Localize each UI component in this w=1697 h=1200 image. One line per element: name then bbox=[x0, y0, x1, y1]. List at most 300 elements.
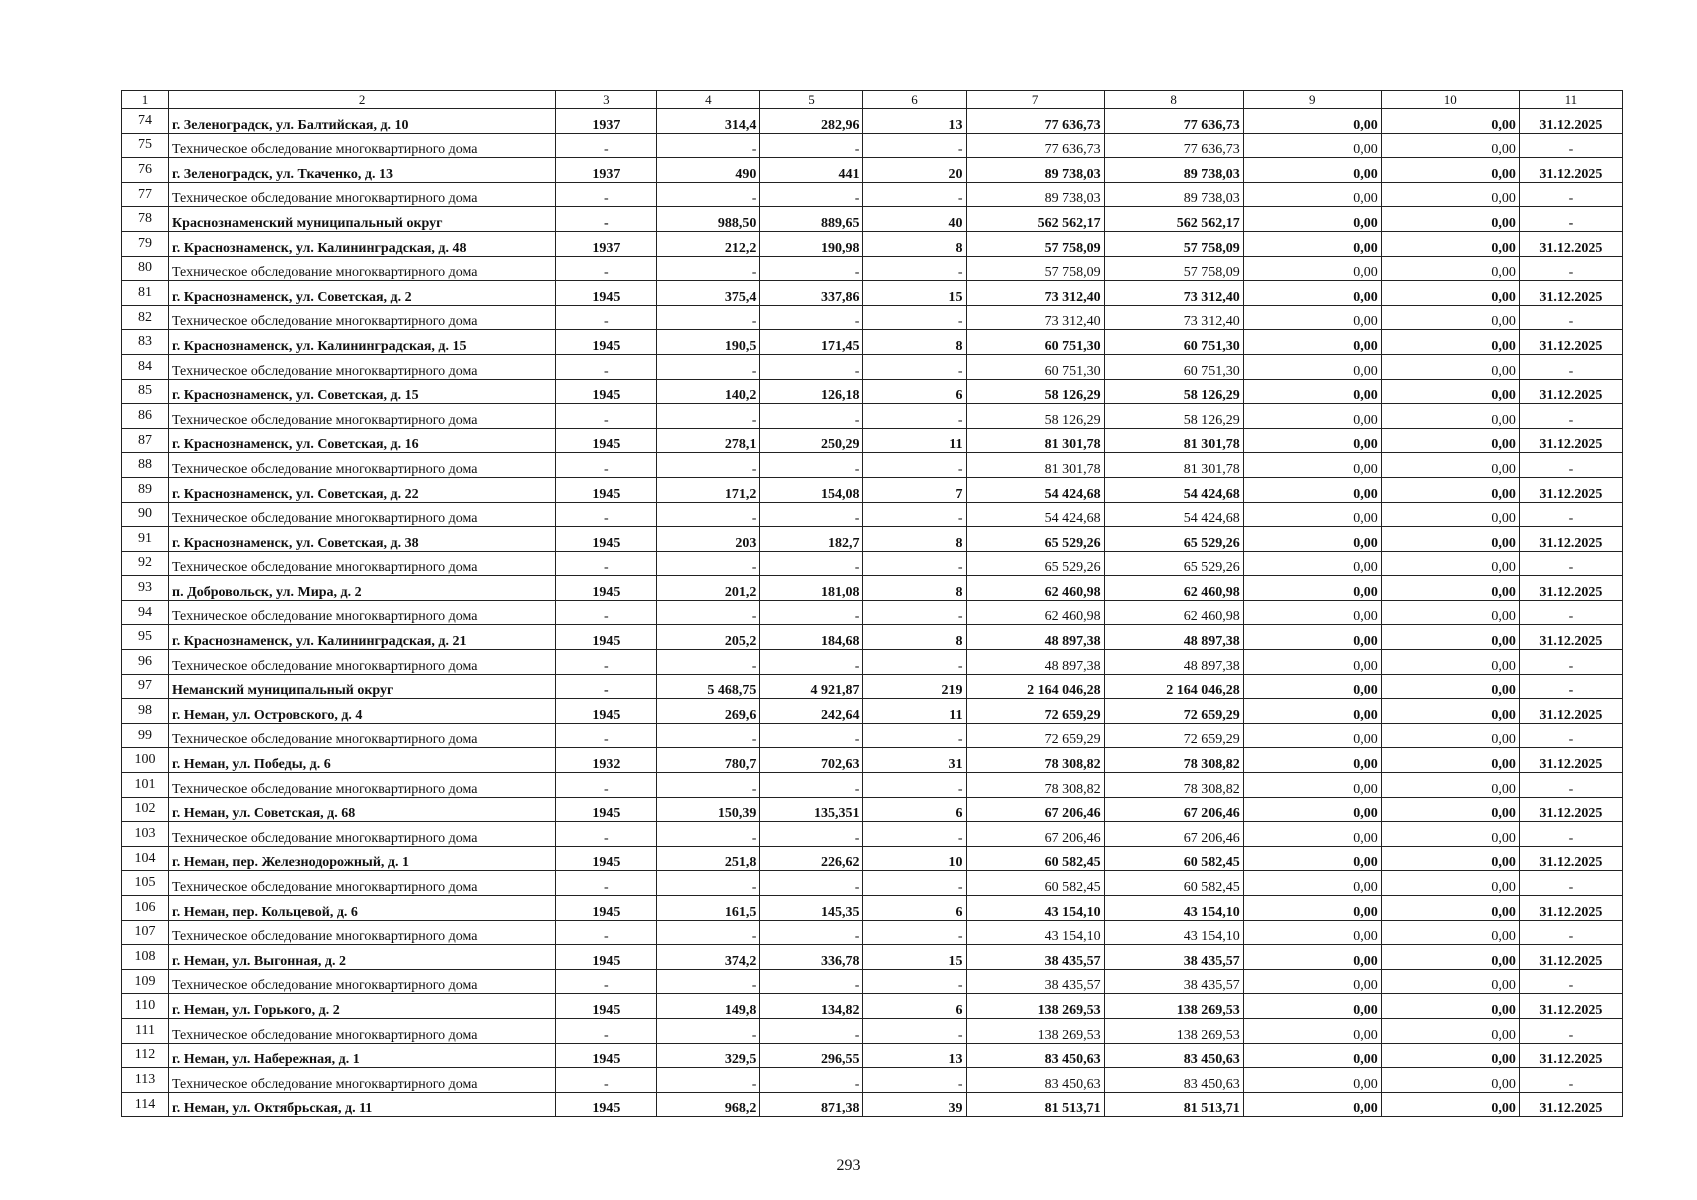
residents-cell: - bbox=[863, 920, 966, 945]
budget-cell: 0,00 bbox=[1243, 428, 1381, 453]
table-row bbox=[122, 354, 1623, 379]
object-name-cell: Техническое обследование многоквартирного дома bbox=[169, 404, 556, 429]
table-row bbox=[122, 330, 1623, 355]
year-cell: 1945 bbox=[556, 896, 657, 921]
table-row bbox=[122, 1043, 1623, 1068]
total-cost-cell: 58 126,29 bbox=[966, 379, 1104, 404]
year-cell: 1937 bbox=[556, 158, 657, 183]
budget-cell: 0,00 bbox=[1243, 896, 1381, 921]
fund-cost-cell: 38 435,57 bbox=[1104, 945, 1243, 970]
object-name-cell: г. Краснознаменск, ул. Советская, д. 38 bbox=[169, 527, 556, 552]
total-area-cell: - bbox=[657, 256, 760, 281]
other-funds-cell: 0,00 bbox=[1381, 625, 1519, 650]
budget-cell: 0,00 bbox=[1243, 773, 1381, 798]
row-number-cell: 88 bbox=[122, 453, 169, 478]
total-area-cell: 5 468,75 bbox=[657, 674, 760, 699]
living-area-cell: 889,65 bbox=[760, 207, 863, 232]
budget-cell: 0,00 bbox=[1243, 527, 1381, 552]
year-cell: - bbox=[556, 920, 657, 945]
other-funds-cell: 0,00 bbox=[1381, 281, 1519, 306]
table-body bbox=[122, 91, 1623, 1117]
other-funds-cell: 0,00 bbox=[1381, 354, 1519, 379]
object-name-cell: Техническое обследование многоквартирного дома bbox=[169, 920, 556, 945]
budget-cell: 0,00 bbox=[1243, 477, 1381, 502]
residents-cell: 11 bbox=[863, 699, 966, 724]
other-funds-cell: 0,00 bbox=[1381, 945, 1519, 970]
object-name-cell: г. Неман, пер. Кольцевой, д. 6 bbox=[169, 896, 556, 921]
fund-cost-cell: 67 206,46 bbox=[1104, 822, 1243, 847]
table-row bbox=[122, 404, 1623, 429]
object-name-cell: Техническое обследование многоквартирного дома bbox=[169, 871, 556, 896]
deadline-cell: - bbox=[1519, 256, 1622, 281]
table-row bbox=[122, 600, 1623, 625]
document-sheet bbox=[121, 90, 1623, 1117]
residents-cell: - bbox=[863, 551, 966, 576]
row-number-cell: 91 bbox=[122, 527, 169, 552]
fund-cost-cell: 72 659,29 bbox=[1104, 699, 1243, 724]
row-number-cell: 97 bbox=[122, 674, 169, 699]
budget-cell: 0,00 bbox=[1243, 969, 1381, 994]
table-row bbox=[122, 379, 1623, 404]
total-area-cell: - bbox=[657, 650, 760, 675]
total-area-cell: 375,4 bbox=[657, 281, 760, 306]
object-name-cell: Техническое обследование многоквартирного дома bbox=[169, 1068, 556, 1093]
living-area-cell: - bbox=[760, 1018, 863, 1043]
budget-cell: 0,00 bbox=[1243, 748, 1381, 773]
living-area-cell: 135,351 bbox=[760, 797, 863, 822]
residents-cell: - bbox=[863, 600, 966, 625]
budget-cell: 0,00 bbox=[1243, 453, 1381, 478]
living-area-cell: - bbox=[760, 600, 863, 625]
total-area-cell: - bbox=[657, 773, 760, 798]
object-name-cell: Техническое обследование многоквартирного дома bbox=[169, 822, 556, 847]
row-number-cell: 89 bbox=[122, 477, 169, 502]
total-cost-cell: 72 659,29 bbox=[966, 699, 1104, 724]
other-funds-cell: 0,00 bbox=[1381, 846, 1519, 871]
other-funds-cell: 0,00 bbox=[1381, 699, 1519, 724]
year-cell: - bbox=[556, 133, 657, 158]
budget-cell: 0,00 bbox=[1243, 182, 1381, 207]
living-area-cell: - bbox=[760, 723, 863, 748]
object-name-cell: Техническое обследование многоквартирного дома bbox=[169, 723, 556, 748]
living-area-cell: - bbox=[760, 871, 863, 896]
budget-cell: 0,00 bbox=[1243, 822, 1381, 847]
row-number-cell: 105 bbox=[122, 871, 169, 896]
living-area-cell: 250,29 bbox=[760, 428, 863, 453]
living-area-cell: - bbox=[760, 133, 863, 158]
other-funds-cell: 0,00 bbox=[1381, 650, 1519, 675]
fund-cost-cell: 78 308,82 bbox=[1104, 748, 1243, 773]
row-number-cell: 80 bbox=[122, 256, 169, 281]
row-number-cell: 112 bbox=[122, 1043, 169, 1068]
total-area-cell: - bbox=[657, 182, 760, 207]
total-cost-cell: 48 897,38 bbox=[966, 650, 1104, 675]
total-cost-cell: 77 636,73 bbox=[966, 109, 1104, 134]
residents-cell: - bbox=[863, 723, 966, 748]
object-name-cell: п. Добровольск, ул. Мира, д. 2 bbox=[169, 576, 556, 601]
total-cost-cell: 67 206,46 bbox=[966, 822, 1104, 847]
other-funds-cell: 0,00 bbox=[1381, 133, 1519, 158]
budget-cell: 0,00 bbox=[1243, 330, 1381, 355]
total-cost-cell: 43 154,10 bbox=[966, 896, 1104, 921]
other-funds-cell: 0,00 bbox=[1381, 477, 1519, 502]
residents-cell: 6 bbox=[863, 379, 966, 404]
other-funds-cell: 0,00 bbox=[1381, 379, 1519, 404]
fund-cost-cell: 2 164 046,28 bbox=[1104, 674, 1243, 699]
table-row bbox=[122, 133, 1623, 158]
row-number-cell: 85 bbox=[122, 379, 169, 404]
year-cell: - bbox=[556, 256, 657, 281]
budget-cell: 0,00 bbox=[1243, 945, 1381, 970]
object-name-cell: г. Неман, ул. Победы, д. 6 bbox=[169, 748, 556, 773]
deadline-cell: - bbox=[1519, 207, 1622, 232]
fund-cost-cell: 48 897,38 bbox=[1104, 625, 1243, 650]
residents-cell: - bbox=[863, 773, 966, 798]
residents-cell: - bbox=[863, 822, 966, 847]
object-name-cell: г. Неман, ул. Выгонная, д. 2 bbox=[169, 945, 556, 970]
year-cell: - bbox=[556, 207, 657, 232]
object-name-cell: г. Неман, ул. Горького, д. 2 bbox=[169, 994, 556, 1019]
living-area-cell: - bbox=[760, 773, 863, 798]
residents-cell: 15 bbox=[863, 945, 966, 970]
other-funds-cell: 0,00 bbox=[1381, 1092, 1519, 1117]
deadline-cell: - bbox=[1519, 871, 1622, 896]
year-cell: - bbox=[556, 969, 657, 994]
living-area-cell: 871,38 bbox=[760, 1092, 863, 1117]
residents-cell: 8 bbox=[863, 231, 966, 256]
living-area-cell: 336,78 bbox=[760, 945, 863, 970]
total-cost-cell: 73 312,40 bbox=[966, 305, 1104, 330]
row-number-cell: 103 bbox=[122, 822, 169, 847]
total-area-cell: 278,1 bbox=[657, 428, 760, 453]
budget-cell: 0,00 bbox=[1243, 600, 1381, 625]
residents-cell: 15 bbox=[863, 281, 966, 306]
total-area-cell: 150,39 bbox=[657, 797, 760, 822]
year-cell: 1932 bbox=[556, 748, 657, 773]
deadline-cell: - bbox=[1519, 354, 1622, 379]
row-number-cell: 77 bbox=[122, 182, 169, 207]
table-row bbox=[122, 281, 1623, 306]
deadline-cell: 31.12.2025 bbox=[1519, 330, 1622, 355]
living-area-cell: - bbox=[760, 453, 863, 478]
table-row bbox=[122, 109, 1623, 134]
budget-cell: 0,00 bbox=[1243, 1018, 1381, 1043]
deadline-cell: 31.12.2025 bbox=[1519, 428, 1622, 453]
other-funds-cell: 0,00 bbox=[1381, 600, 1519, 625]
row-number-cell: 100 bbox=[122, 748, 169, 773]
year-cell: - bbox=[556, 354, 657, 379]
other-funds-cell: 0,00 bbox=[1381, 920, 1519, 945]
total-cost-cell: 83 450,63 bbox=[966, 1068, 1104, 1093]
total-area-cell: - bbox=[657, 723, 760, 748]
table-row bbox=[122, 207, 1623, 232]
table-row bbox=[122, 797, 1623, 822]
total-area-cell: 161,5 bbox=[657, 896, 760, 921]
fund-cost-cell: 54 424,68 bbox=[1104, 502, 1243, 527]
other-funds-cell: 0,00 bbox=[1381, 256, 1519, 281]
object-name-cell: г. Неман, ул. Островского, д. 4 bbox=[169, 699, 556, 724]
deadline-cell: 31.12.2025 bbox=[1519, 576, 1622, 601]
residents-cell: 6 bbox=[863, 896, 966, 921]
deadline-cell: 31.12.2025 bbox=[1519, 797, 1622, 822]
object-name-cell: г. Зеленоградск, ул. Ткаченко, д. 13 bbox=[169, 158, 556, 183]
row-number-cell: 87 bbox=[122, 428, 169, 453]
budget-cell: 0,00 bbox=[1243, 502, 1381, 527]
object-name-cell: г. Зеленоградск, ул. Балтийская, д. 10 bbox=[169, 109, 556, 134]
deadline-cell: 31.12.2025 bbox=[1519, 1092, 1622, 1117]
residents-cell: 31 bbox=[863, 748, 966, 773]
residents-cell: - bbox=[863, 182, 966, 207]
total-cost-cell: 65 529,26 bbox=[966, 551, 1104, 576]
budget-cell: 0,00 bbox=[1243, 109, 1381, 134]
other-funds-cell: 0,00 bbox=[1381, 773, 1519, 798]
residents-cell: - bbox=[863, 305, 966, 330]
fund-cost-cell: 60 582,45 bbox=[1104, 846, 1243, 871]
living-area-cell: - bbox=[760, 920, 863, 945]
fund-cost-cell: 81 301,78 bbox=[1104, 453, 1243, 478]
other-funds-cell: 0,00 bbox=[1381, 1068, 1519, 1093]
other-funds-cell: 0,00 bbox=[1381, 207, 1519, 232]
total-area-cell: - bbox=[657, 305, 760, 330]
living-area-cell: - bbox=[760, 354, 863, 379]
object-name-cell: Техническое обследование многоквартирного дома bbox=[169, 1018, 556, 1043]
budget-cell: 0,00 bbox=[1243, 625, 1381, 650]
living-area-cell: - bbox=[760, 650, 863, 675]
table-row bbox=[122, 674, 1623, 699]
object-name-cell: г. Краснознаменск, ул. Советская, д. 2 bbox=[169, 281, 556, 306]
residents-cell: 7 bbox=[863, 477, 966, 502]
total-area-cell: 374,2 bbox=[657, 945, 760, 970]
fund-cost-cell: 562 562,17 bbox=[1104, 207, 1243, 232]
fund-cost-cell: 48 897,38 bbox=[1104, 650, 1243, 675]
living-area-cell: - bbox=[760, 256, 863, 281]
table-row bbox=[122, 822, 1623, 847]
object-name-cell: Техническое обследование многоквартирного дома bbox=[169, 256, 556, 281]
other-funds-cell: 0,00 bbox=[1381, 1018, 1519, 1043]
total-cost-cell: 138 269,53 bbox=[966, 1018, 1104, 1043]
deadline-cell: 31.12.2025 bbox=[1519, 625, 1622, 650]
year-cell: 1937 bbox=[556, 231, 657, 256]
budget-cell: 0,00 bbox=[1243, 207, 1381, 232]
fund-cost-cell: 57 758,09 bbox=[1104, 231, 1243, 256]
row-number-cell: 76 bbox=[122, 158, 169, 183]
budget-cell: 0,00 bbox=[1243, 797, 1381, 822]
living-area-cell: 154,08 bbox=[760, 477, 863, 502]
living-area-cell: - bbox=[760, 404, 863, 429]
deadline-cell: 31.12.2025 bbox=[1519, 109, 1622, 134]
column-number: 7 bbox=[966, 91, 1104, 109]
table-row bbox=[122, 477, 1623, 502]
table-row bbox=[122, 1068, 1623, 1093]
page-number: 293 bbox=[836, 1157, 861, 1174]
year-cell: - bbox=[556, 305, 657, 330]
fund-cost-cell: 43 154,10 bbox=[1104, 896, 1243, 921]
budget-cell: 0,00 bbox=[1243, 699, 1381, 724]
row-number-cell: 84 bbox=[122, 354, 169, 379]
year-cell: - bbox=[556, 822, 657, 847]
residents-cell: - bbox=[863, 1018, 966, 1043]
other-funds-cell: 0,00 bbox=[1381, 674, 1519, 699]
total-area-cell: 190,5 bbox=[657, 330, 760, 355]
deadline-cell: 31.12.2025 bbox=[1519, 699, 1622, 724]
object-name-cell: г. Краснознаменск, ул. Калининградская, д. 21 bbox=[169, 625, 556, 650]
row-number-cell: 107 bbox=[122, 920, 169, 945]
total-area-cell: 251,8 bbox=[657, 846, 760, 871]
living-area-cell: 337,86 bbox=[760, 281, 863, 306]
object-name-cell: Краснознаменский муниципальный округ bbox=[169, 207, 556, 232]
residents-cell: 10 bbox=[863, 846, 966, 871]
object-name-cell: г. Краснознаменск, ул. Советская, д. 22 bbox=[169, 477, 556, 502]
living-area-cell: - bbox=[760, 182, 863, 207]
total-cost-cell: 78 308,82 bbox=[966, 748, 1104, 773]
living-area-cell: - bbox=[760, 1068, 863, 1093]
column-number: 6 bbox=[863, 91, 966, 109]
total-cost-cell: 38 435,57 bbox=[966, 969, 1104, 994]
deadline-cell: - bbox=[1519, 551, 1622, 576]
living-area-cell: - bbox=[760, 551, 863, 576]
year-cell: - bbox=[556, 551, 657, 576]
column-number: 5 bbox=[760, 91, 863, 109]
year-cell: 1945 bbox=[556, 379, 657, 404]
year-cell: 1945 bbox=[556, 846, 657, 871]
total-cost-cell: 60 751,30 bbox=[966, 330, 1104, 355]
total-area-cell: - bbox=[657, 1068, 760, 1093]
total-area-cell: 269,6 bbox=[657, 699, 760, 724]
object-name-cell: г. Неман, пер. Железнодорожный, д. 1 bbox=[169, 846, 556, 871]
object-name-cell: Техническое обследование многоквартирного дома bbox=[169, 600, 556, 625]
residents-cell: 8 bbox=[863, 330, 966, 355]
table-row bbox=[122, 158, 1623, 183]
row-number-cell: 81 bbox=[122, 281, 169, 306]
table-row bbox=[122, 576, 1623, 601]
living-area-cell: 126,18 bbox=[760, 379, 863, 404]
deadline-cell: - bbox=[1519, 773, 1622, 798]
fund-cost-cell: 83 450,63 bbox=[1104, 1068, 1243, 1093]
total-area-cell: 171,2 bbox=[657, 477, 760, 502]
table-row bbox=[122, 650, 1623, 675]
deadline-cell: 31.12.2025 bbox=[1519, 994, 1622, 1019]
year-cell: 1945 bbox=[556, 625, 657, 650]
table-row bbox=[122, 305, 1623, 330]
residents-cell: - bbox=[863, 354, 966, 379]
living-area-cell: 282,96 bbox=[760, 109, 863, 134]
living-area-cell: - bbox=[760, 969, 863, 994]
total-cost-cell: 138 269,53 bbox=[966, 994, 1104, 1019]
other-funds-cell: 0,00 bbox=[1381, 748, 1519, 773]
residents-cell: 40 bbox=[863, 207, 966, 232]
fund-cost-cell: 60 751,30 bbox=[1104, 330, 1243, 355]
residents-cell: 11 bbox=[863, 428, 966, 453]
budget-cell: 0,00 bbox=[1243, 354, 1381, 379]
budget-cell: 0,00 bbox=[1243, 305, 1381, 330]
row-number-cell: 101 bbox=[122, 773, 169, 798]
deadline-cell: 31.12.2025 bbox=[1519, 896, 1622, 921]
residents-cell: 13 bbox=[863, 1043, 966, 1068]
object-name-cell: г. Неман, ул. Октябрьская, д. 11 bbox=[169, 1092, 556, 1117]
table-row bbox=[122, 723, 1623, 748]
row-number-cell: 75 bbox=[122, 133, 169, 158]
budget-cell: 0,00 bbox=[1243, 1068, 1381, 1093]
total-area-cell: 780,7 bbox=[657, 748, 760, 773]
total-area-cell: - bbox=[657, 822, 760, 847]
budget-cell: 0,00 bbox=[1243, 650, 1381, 675]
row-number-cell: 93 bbox=[122, 576, 169, 601]
fund-cost-cell: 81 301,78 bbox=[1104, 428, 1243, 453]
total-cost-cell: 89 738,03 bbox=[966, 182, 1104, 207]
table-row bbox=[122, 969, 1623, 994]
year-cell: - bbox=[556, 871, 657, 896]
living-area-cell: 171,45 bbox=[760, 330, 863, 355]
fund-cost-cell: 138 269,53 bbox=[1104, 1018, 1243, 1043]
total-cost-cell: 78 308,82 bbox=[966, 773, 1104, 798]
year-cell: 1945 bbox=[556, 1092, 657, 1117]
budget-cell: 0,00 bbox=[1243, 674, 1381, 699]
row-number-cell: 74 bbox=[122, 109, 169, 134]
table-row bbox=[122, 748, 1623, 773]
year-cell: - bbox=[556, 502, 657, 527]
other-funds-cell: 0,00 bbox=[1381, 453, 1519, 478]
living-area-cell: 190,98 bbox=[760, 231, 863, 256]
table-row bbox=[122, 502, 1623, 527]
budget-cell: 0,00 bbox=[1243, 281, 1381, 306]
residents-cell: 219 bbox=[863, 674, 966, 699]
budget-cell: 0,00 bbox=[1243, 379, 1381, 404]
residents-cell: - bbox=[863, 1068, 966, 1093]
deadline-cell: - bbox=[1519, 920, 1622, 945]
deadline-cell: - bbox=[1519, 404, 1622, 429]
year-cell: - bbox=[556, 404, 657, 429]
deadline-cell: - bbox=[1519, 133, 1622, 158]
deadline-cell: - bbox=[1519, 969, 1622, 994]
living-area-cell: 702,63 bbox=[760, 748, 863, 773]
total-area-cell: 149,8 bbox=[657, 994, 760, 1019]
deadline-cell: 31.12.2025 bbox=[1519, 748, 1622, 773]
total-cost-cell: 57 758,09 bbox=[966, 256, 1104, 281]
budget-cell: 0,00 bbox=[1243, 846, 1381, 871]
fund-cost-cell: 60 751,30 bbox=[1104, 354, 1243, 379]
row-number-cell: 82 bbox=[122, 305, 169, 330]
fund-cost-cell: 65 529,26 bbox=[1104, 527, 1243, 552]
table-row bbox=[122, 920, 1623, 945]
total-area-cell: - bbox=[657, 354, 760, 379]
total-area-cell: 205,2 bbox=[657, 625, 760, 650]
row-number-cell: 90 bbox=[122, 502, 169, 527]
column-number: 4 bbox=[657, 91, 760, 109]
row-number-cell: 104 bbox=[122, 846, 169, 871]
row-number-cell: 98 bbox=[122, 699, 169, 724]
fund-cost-cell: 58 126,29 bbox=[1104, 404, 1243, 429]
fund-cost-cell: 89 738,03 bbox=[1104, 182, 1243, 207]
total-cost-cell: 54 424,68 bbox=[966, 502, 1104, 527]
total-cost-cell: 89 738,03 bbox=[966, 158, 1104, 183]
total-cost-cell: 72 659,29 bbox=[966, 723, 1104, 748]
residents-cell: - bbox=[863, 650, 966, 675]
object-name-cell: Техническое обследование многоквартирного дома bbox=[169, 453, 556, 478]
residents-cell: 8 bbox=[863, 576, 966, 601]
residents-cell: - bbox=[863, 133, 966, 158]
row-number-cell: 86 bbox=[122, 404, 169, 429]
total-cost-cell: 62 460,98 bbox=[966, 600, 1104, 625]
budget-cell: 0,00 bbox=[1243, 994, 1381, 1019]
total-cost-cell: 81 513,71 bbox=[966, 1092, 1104, 1117]
table-row bbox=[122, 551, 1623, 576]
residents-cell: 39 bbox=[863, 1092, 966, 1117]
living-area-cell: 145,35 bbox=[760, 896, 863, 921]
other-funds-cell: 0,00 bbox=[1381, 231, 1519, 256]
residents-cell: 6 bbox=[863, 994, 966, 1019]
total-cost-cell: 81 301,78 bbox=[966, 453, 1104, 478]
object-name-cell: Техническое обследование многоквартирного дома bbox=[169, 969, 556, 994]
